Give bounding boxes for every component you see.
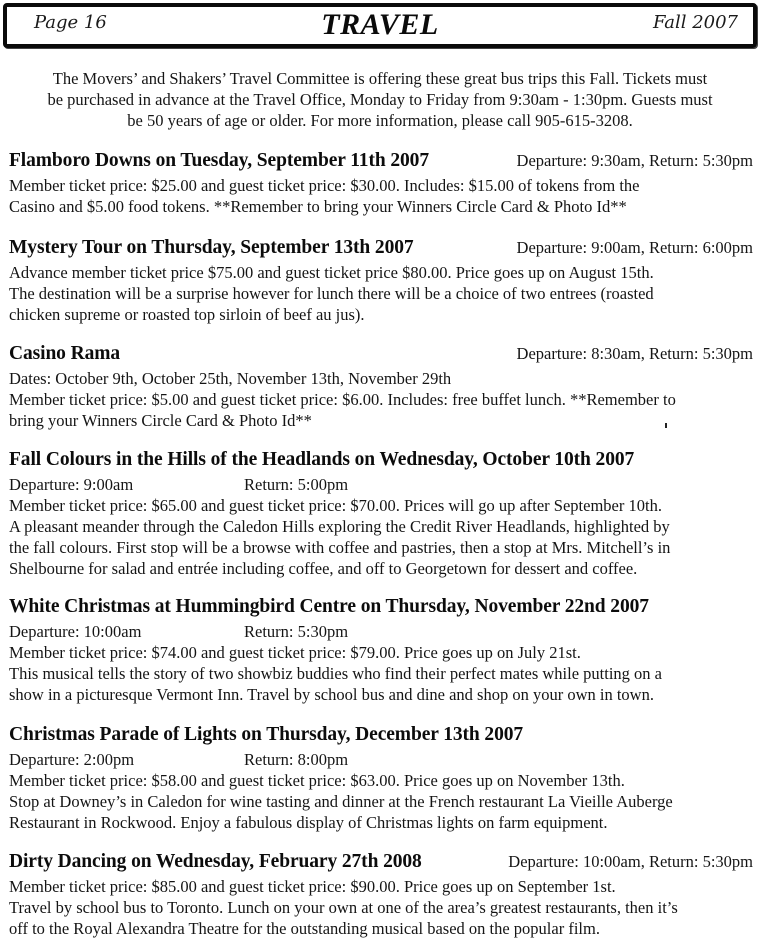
trip-christmas-parade xyxy=(9,724,755,833)
trip-dirty-dancing xyxy=(9,851,755,939)
intro-line: The Movers’ and Shakers’ Travel Committee is offering these great bus trips this Fall. Tickets must xyxy=(52,69,708,88)
trip-detail-line: the fall colours. First stop will be a browse with coffee and pastries, then a stop at Mrs. Mitchell’s in xyxy=(9,538,671,557)
trip-fall-colours xyxy=(9,449,755,579)
trip-times: Departure: 9:00am, Return: 6:00pm xyxy=(516,238,753,257)
page-header xyxy=(3,3,757,48)
trip-detail-line: Stop at Downey’s in Caledon for wine tasting and dinner at the French restaurant La Vieille Auberge xyxy=(9,792,673,811)
intro-paragraph xyxy=(6,68,754,131)
page-number: Page 16 xyxy=(34,12,107,33)
trip-times-row xyxy=(9,474,755,495)
scan-speck xyxy=(665,423,667,428)
trip-detail-line: Shelbourne for salad and entrée including coffee, and off to Georgetown for dessert and coffee. xyxy=(9,559,638,578)
trip-times: Departure: 8:30am, Return: 5:30pm xyxy=(516,344,753,363)
issue-season: Fall 2007 xyxy=(652,12,738,33)
trip-detail-line: A pleasant meander through the Caledon Hills exploring the Credit River Headlands, highlighted by xyxy=(9,517,670,536)
departure-time: Departure: 9:00am xyxy=(9,475,134,494)
trip-detail-line: off to the Royal Alexandra Theatre for the outstanding musical based on the popular film. xyxy=(9,919,600,938)
trip-detail-line: Member ticket price: $25.00 and guest ticket price: $30.00. Includes: $15.00 of tokens from the xyxy=(9,176,640,195)
trip-title: Christmas Parade of Lights on Thursday, December 13th 2007 xyxy=(9,724,524,745)
trip-dates-line: Dates: October 9th, October 25th, November 13th, November 29th xyxy=(9,369,452,388)
trip-detail-line: Restaurant in Rockwood. Enjoy a fabulous display of Christmas lights on farm equipment. xyxy=(9,813,608,832)
trip-times-row xyxy=(9,749,755,770)
trip-title: White Christmas at Hummingbird Centre on Thursday, November 22nd 2007 xyxy=(9,596,649,617)
trip-detail-line: Member ticket price: $85.00 and guest ticket price: $90.00. Price goes up on September 1st. xyxy=(9,877,616,896)
section-title: TRAVEL xyxy=(321,8,439,41)
trip-detail-line: Advance member ticket price $75.00 and guest ticket price $80.00. Price goes up on August 15th. xyxy=(9,263,654,282)
trip-detail-line: Member ticket price: $65.00 and guest ticket price: $70.00. Prices will go up after September 10th. xyxy=(9,496,662,515)
trip-casino-rama xyxy=(9,343,755,431)
trip-detail-line: show in a picturesque Vermont Inn. Travel by school bus and dine and shop on your own in town. xyxy=(9,685,654,704)
trip-title: Flamboro Downs on Tuesday, September 11th 2007 xyxy=(9,150,429,171)
trip-times-row xyxy=(9,621,755,642)
return-time: Return: 8:00pm xyxy=(244,750,349,769)
intro-line: be purchased in advance at the Travel Office, Monday to Friday from 9:30am - 1:30pm. Guests must xyxy=(47,90,713,109)
trip-detail-line: Member ticket price: $5.00 and guest ticket price: $6.00. Includes: free buffet lunch. **Remember to xyxy=(9,390,676,409)
intro-line: be 50 years of age or older. For more information, please call 905-615-3208. xyxy=(127,111,633,130)
trip-detail-line: bring your Winners Circle Card & Photo Id** xyxy=(9,411,312,430)
trip-mystery-tour xyxy=(9,237,755,325)
trip-white-christmas xyxy=(9,596,755,705)
trip-detail-line: Member ticket price: $58.00 and guest ticket price: $63.00. Price goes up on November 13th. xyxy=(9,771,625,790)
trip-title: Casino Rama xyxy=(9,343,121,364)
trip-title: Dirty Dancing on Wednesday, February 27th 2008 xyxy=(9,851,422,872)
trip-detail-line: Member ticket price: $74.00 and guest ticket price: $79.00. Price goes up on July 21st. xyxy=(9,643,581,662)
trip-detail-line: Travel by school bus to Toronto. Lunch on your own at one of the area’s greatest restaurants, then it’s xyxy=(9,898,678,917)
trip-times: Departure: 10:00am, Return: 5:30pm xyxy=(508,852,753,871)
trip-detail-line: chicken supreme or roasted top sirloin of beef au jus). xyxy=(9,305,365,324)
trip-times: Departure: 9:30am, Return: 5:30pm xyxy=(516,151,753,170)
trip-title: Mystery Tour on Thursday, September 13th 2007 xyxy=(9,237,414,258)
trip-title: Fall Colours in the Hills of the Headlands on Wednesday, October 10th 2007 xyxy=(9,449,635,470)
trip-detail-line: The destination will be a surprise however for lunch there will be a choice of two entrees (roasted xyxy=(9,284,654,303)
trip-flamboro-downs xyxy=(9,150,755,217)
return-time: Return: 5:00pm xyxy=(244,475,349,494)
trip-detail-line: This musical tells the story of two showbiz buddies who find their perfect mates while putting on a xyxy=(9,664,662,683)
return-time: Return: 5:30pm xyxy=(244,622,349,641)
departure-time: Departure: 10:00am xyxy=(9,622,142,641)
trip-detail-line: Casino and $5.00 food tokens. **Remember to bring your Winners Circle Card & Photo Id** xyxy=(9,197,627,216)
departure-time: Departure: 2:00pm xyxy=(9,750,135,769)
